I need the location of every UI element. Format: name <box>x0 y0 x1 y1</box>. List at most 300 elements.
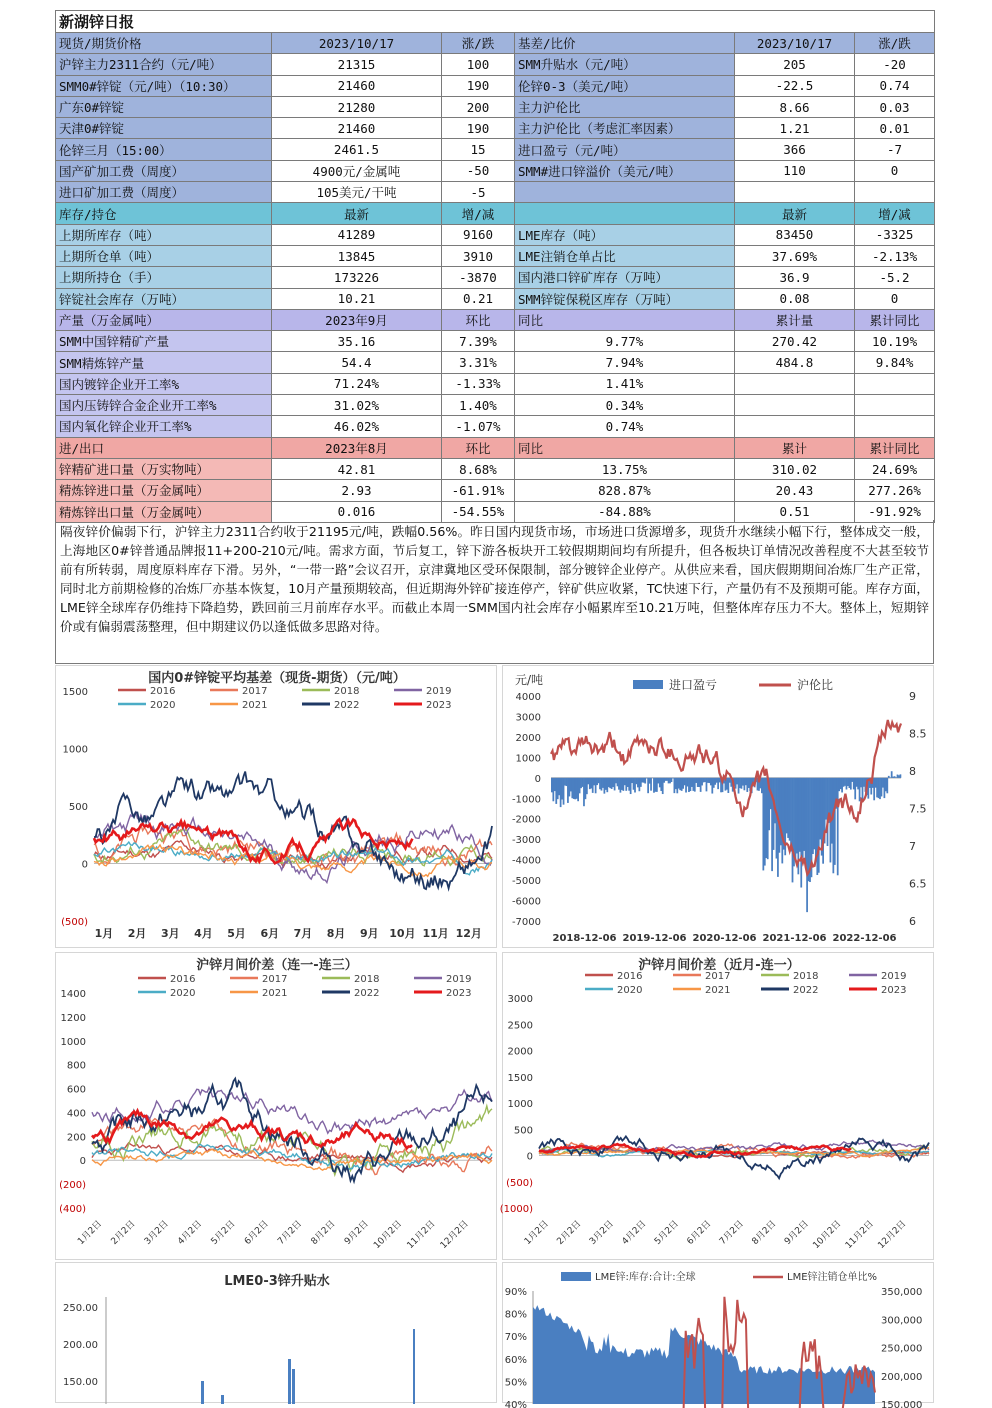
x-tick-label: 12月 <box>456 927 482 940</box>
row-label: 进口盈亏（元/吨） <box>515 139 735 160</box>
row-label: 7.94% <box>515 352 735 373</box>
row-value: 110 <box>735 160 855 181</box>
x-tick-label: 8月2日 <box>309 1218 338 1247</box>
x-tick-label: 7月 <box>294 927 313 940</box>
legend-label: 进口盈亏 <box>669 677 717 692</box>
row-label: 广东0#锌锭 <box>56 96 272 117</box>
row-value: 270.42 <box>735 331 855 352</box>
row-value: 21315 <box>272 54 442 75</box>
x-tick-label: 2022-12-06 <box>833 933 897 944</box>
y2-tick-label: 7.5 <box>909 803 927 816</box>
table-row <box>56 224 935 245</box>
row-value: 484.8 <box>735 352 855 373</box>
legend-label: 2017 <box>705 971 730 982</box>
legend-label: 2017 <box>242 686 267 697</box>
row-label: 国内镀锌企业开工率% <box>56 373 272 394</box>
x-tick-label: 5月2日 <box>652 1218 681 1247</box>
legend-label: 2018 <box>334 686 359 697</box>
table-row <box>56 458 935 479</box>
y-tick-label: 1500 <box>508 1073 533 1084</box>
spread-bar <box>292 1369 295 1404</box>
chart-title: LME0-3锌升贴水 <box>224 1273 330 1289</box>
row-value: -1.33% <box>442 373 515 394</box>
y-tick-label: -2000 <box>512 815 541 826</box>
row-label: SMM0#锌锭（元/吨）（10:30） <box>56 75 272 96</box>
y2-tick-label: 150,000 <box>881 1400 922 1408</box>
row-value: 0.01 <box>855 118 935 139</box>
row-value: 4900元/金属吨 <box>272 160 442 181</box>
row-value: 54.4 <box>272 352 442 373</box>
header-cell: 环比 <box>442 437 515 458</box>
row-label: SMM精炼锌产量 <box>56 352 272 373</box>
x-tick-label: 11月2日 <box>843 1218 876 1251</box>
x-tick-label: 7月2日 <box>276 1218 305 1247</box>
table-row <box>56 267 935 288</box>
row-value: 173226 <box>272 267 442 288</box>
row-label: SMM升贴水（元/吨） <box>515 54 735 75</box>
row-value: 71.24% <box>272 373 442 394</box>
spread-bar <box>413 1329 415 1404</box>
y-axis-label: 元/吨 <box>515 672 543 687</box>
y-tick-label: 3000 <box>508 994 533 1005</box>
header-cell: 涨/跌 <box>442 33 515 54</box>
table-row <box>56 160 935 181</box>
spread-near-1-chart <box>503 953 935 1261</box>
y2-tick-label: 6.5 <box>909 878 927 891</box>
import-profit-bar <box>644 778 646 784</box>
legend-label: 2019 <box>426 686 451 697</box>
table-row <box>56 331 935 352</box>
row-value <box>855 182 935 203</box>
row-value: -5.2 <box>855 267 935 288</box>
legend-label: 2016 <box>150 686 175 697</box>
header-cell: 基差/比价 <box>515 33 735 54</box>
legend-swatch <box>633 680 663 689</box>
row-value: 9.84% <box>855 352 935 373</box>
header-cell: 2023/10/17 <box>735 33 855 54</box>
y2-tick-label: 200,000 <box>881 1372 922 1383</box>
x-tick-label: 2月2日 <box>555 1218 584 1247</box>
y-tick-label: (200) <box>59 1180 86 1191</box>
row-label: 精炼锌出口量（万金属吨） <box>56 501 272 522</box>
x-tick-label: 12月2日 <box>876 1218 909 1251</box>
lme-spread-chart <box>56 1263 498 1404</box>
row-label: 锌锭社会库存（万吨） <box>56 288 272 309</box>
legend-label: 2022 <box>334 700 359 711</box>
row-value: 35.16 <box>272 331 442 352</box>
y-tick-label: 3000 <box>516 712 541 723</box>
y-tick-label: 800 <box>67 1061 86 1072</box>
x-tick-label: 1月 <box>95 927 114 940</box>
y-tick-label: -7000 <box>512 917 541 928</box>
header-cell: 进/出口 <box>56 437 272 458</box>
row-label: 主力沪伦比 <box>515 96 735 117</box>
x-tick-label: 5月 <box>227 927 246 940</box>
y-tick-label: -4000 <box>512 856 541 867</box>
chart-basis-panel <box>55 665 497 948</box>
row-value: 310.02 <box>735 458 855 479</box>
y-tick-label: 200.00 <box>63 1340 98 1351</box>
y-tick-label: 500 <box>69 802 88 813</box>
x-tick-label: 9月2日 <box>342 1218 371 1247</box>
y-tick-label: 1200 <box>61 1013 86 1024</box>
row-value: 0.51 <box>735 501 855 522</box>
legend-label: 2016 <box>170 974 195 985</box>
table-row <box>56 139 935 160</box>
row-value <box>735 182 855 203</box>
x-tick-label: 2019-12-06 <box>623 933 687 944</box>
row-label: SMM中国锌精矿产量 <box>56 331 272 352</box>
x-tick-label: 2018-12-06 <box>553 933 617 944</box>
header-cell: 最新 <box>735 203 855 224</box>
y2-tick-label: 350,000 <box>881 1287 922 1298</box>
row-value: 0.016 <box>272 501 442 522</box>
legend-label: LME锌注销仓单比% <box>787 1270 877 1283</box>
x-tick-label: 6月2日 <box>242 1218 271 1247</box>
row-value: 24.69% <box>855 458 935 479</box>
x-tick-label: 1月2日 <box>76 1218 105 1247</box>
row-label: 伦锌0-3（美元/吨） <box>515 75 735 96</box>
y-tick-label: 40% <box>505 1400 527 1408</box>
x-tick-label: 4月2日 <box>620 1218 649 1247</box>
legend-label: 2023 <box>426 700 451 711</box>
y-tick-label: (500) <box>61 917 88 928</box>
legend-label: 2021 <box>242 700 267 711</box>
row-value: 200 <box>442 96 515 117</box>
chart-lme-stock-panel <box>502 1262 934 1403</box>
table-row <box>56 245 935 266</box>
row-label: 沪锌主力2311合约（元/吨） <box>56 54 272 75</box>
row-value: 2.93 <box>272 480 442 501</box>
row-label: 国内港口锌矿库存（万吨） <box>515 267 735 288</box>
row-value <box>855 373 935 394</box>
row-value: 8.66 <box>735 96 855 117</box>
row-value: 21460 <box>272 118 442 139</box>
y-tick-label: -3000 <box>512 835 541 846</box>
row-label: -84.88% <box>515 501 735 522</box>
import-profit-chart <box>503 666 935 949</box>
header-cell: 2023年8月 <box>272 437 442 458</box>
y-tick-label: 250.00 <box>63 1303 98 1314</box>
y-tick-label: 0 <box>82 860 88 871</box>
row-value: 20.43 <box>735 480 855 501</box>
row-value: -22.5 <box>735 75 855 96</box>
row-label: 天津0#锌锭 <box>56 118 272 139</box>
row-value: 1.21 <box>735 118 855 139</box>
row-label: 国内氧化锌企业开工率% <box>56 416 272 437</box>
y-tick-label: 1000 <box>63 745 88 756</box>
row-value: 3.31% <box>442 352 515 373</box>
x-tick-label: 6月2日 <box>685 1218 714 1247</box>
legend-label: 2022 <box>354 988 379 999</box>
row-value: 15 <box>442 139 515 160</box>
x-tick-label: 2020-12-06 <box>693 933 757 944</box>
y-tick-label: 2500 <box>508 1020 533 1031</box>
row-value: 10.19% <box>855 331 935 352</box>
row-value: 0 <box>855 160 935 181</box>
x-tick-label: 7月2日 <box>717 1218 746 1247</box>
chart-lme-spread-panel <box>55 1262 497 1403</box>
x-tick-label: 6月 <box>260 927 279 940</box>
row-value: 100 <box>442 54 515 75</box>
table-header-row <box>56 437 935 458</box>
y-tick-label: (500) <box>506 1178 533 1189</box>
table-row <box>56 352 935 373</box>
y2-tick-label: 250,000 <box>881 1344 922 1355</box>
x-tick-label: 2021-12-06 <box>763 933 827 944</box>
legend-label: 2020 <box>617 985 642 996</box>
legend-label: LME锌:库存:合计:全球 <box>595 1270 696 1283</box>
legend-label: 2019 <box>446 974 471 985</box>
x-tick-label: 2月2日 <box>109 1218 138 1247</box>
legend-label: 2019 <box>881 971 906 982</box>
y-tick-label: 1000 <box>508 1099 533 1110</box>
row-label: 上期所持仓（手） <box>56 267 272 288</box>
y-tick-label: (400) <box>59 1204 86 1215</box>
y2-tick-label: 8 <box>909 765 916 778</box>
table-row <box>56 118 935 139</box>
x-tick-label: 5月2日 <box>209 1218 238 1247</box>
row-value: -1.07% <box>442 416 515 437</box>
row-label: 9.77% <box>515 331 735 352</box>
row-label: SMM锌锭保税区库存（万吨） <box>515 288 735 309</box>
row-value: 8.68% <box>442 458 515 479</box>
row-value: 0.08 <box>735 288 855 309</box>
header-cell: 最新 <box>272 203 442 224</box>
header-cell: 同比 <box>515 309 735 330</box>
row-value: 205 <box>735 54 855 75</box>
y-tick-label: 600 <box>67 1085 86 1096</box>
chart-spread01-panel <box>502 952 934 1260</box>
row-value: 2461.5 <box>272 139 442 160</box>
row-value: 366 <box>735 139 855 160</box>
y-tick-label: 500 <box>514 1125 533 1136</box>
row-value <box>735 416 855 437</box>
row-value: 42.81 <box>272 458 442 479</box>
header-cell: 环比 <box>442 309 515 330</box>
row-value: -91.92% <box>855 501 935 522</box>
row-value <box>735 395 855 416</box>
header-cell: 库存/持仓 <box>56 203 272 224</box>
table-row <box>56 395 935 416</box>
header-cell: 累计 <box>735 437 855 458</box>
spread-bar <box>288 1359 291 1404</box>
row-value: -61.91% <box>442 480 515 501</box>
x-tick-label: 3月 <box>161 927 180 940</box>
x-tick-label: 12月2日 <box>438 1218 471 1251</box>
x-tick-label: 4月 <box>194 927 213 940</box>
row-value: 83450 <box>735 224 855 245</box>
row-value: 9160 <box>442 224 515 245</box>
y-tick-label: 1000 <box>516 753 541 764</box>
chart-title: 沪锌月间价差（近月-连一） <box>638 957 799 973</box>
x-tick-label: 8月2日 <box>750 1218 779 1247</box>
basis-chart <box>56 666 498 949</box>
x-tick-label: 10月 <box>389 927 415 940</box>
legend-label: 2023 <box>881 985 906 996</box>
table-row <box>56 96 935 117</box>
table-row <box>56 416 935 437</box>
y-tick-label: 1400 <box>61 989 86 1000</box>
row-value: -7 <box>855 139 935 160</box>
ratio-line <box>551 720 901 875</box>
row-value: 277.26% <box>855 480 935 501</box>
row-label: 上期所仓单（吨） <box>56 245 272 266</box>
legend-label: 2022 <box>793 985 818 996</box>
row-value <box>855 395 935 416</box>
legend-label: 2016 <box>617 971 642 982</box>
x-tick-label: 3月2日 <box>142 1218 171 1247</box>
y-tick-label: 200 <box>67 1132 86 1143</box>
row-value: -2.13% <box>855 245 935 266</box>
table-row <box>56 75 935 96</box>
import-profit-bar <box>886 778 888 793</box>
row-value: 190 <box>442 75 515 96</box>
y-tick-label: -6000 <box>512 897 541 908</box>
spread-1-3-chart <box>56 953 498 1261</box>
y-tick-label: 50% <box>505 1377 527 1388</box>
row-value: -54.55% <box>442 501 515 522</box>
header-cell: 涨/跌 <box>855 33 935 54</box>
y-tick-label: 90% <box>505 1287 527 1298</box>
table-row <box>56 373 935 394</box>
y-tick-label: 70% <box>505 1332 527 1343</box>
row-label: 国内压铸锌合金企业开工率% <box>56 395 272 416</box>
header-cell: 同比 <box>515 437 735 458</box>
legend-label: 2021 <box>705 985 730 996</box>
y2-tick-label: 6 <box>909 915 916 928</box>
report-title: 新湖锌日报 <box>56 11 935 33</box>
table-header-row <box>56 33 935 54</box>
import-profit-bar <box>837 778 839 875</box>
header-cell: 2023年9月 <box>272 309 442 330</box>
x-tick-label: 11月2日 <box>405 1218 438 1251</box>
table-row <box>56 54 935 75</box>
row-label: 精炼锌进口量（万金属吨） <box>56 480 272 501</box>
row-value: -50 <box>442 160 515 181</box>
row-label: 上期所库存（吨） <box>56 224 272 245</box>
legend-label: 2017 <box>262 974 287 985</box>
legend-label: 2020 <box>170 988 195 999</box>
table-header-row <box>56 203 935 224</box>
row-value: 37.69% <box>735 245 855 266</box>
row-value: 1.40% <box>442 395 515 416</box>
y2-tick-label: 8.5 <box>909 728 927 741</box>
row-label: LME注销仓单占比 <box>515 245 735 266</box>
import-profit-bar <box>900 774 902 777</box>
y-tick-label: 400 <box>67 1108 86 1119</box>
row-label: 伦锌三月（15:00） <box>56 139 272 160</box>
y-tick-label: 60% <box>505 1355 527 1366</box>
x-tick-label: 10月2日 <box>811 1218 844 1251</box>
x-tick-label: 9月2日 <box>782 1218 811 1247</box>
chart-import-panel <box>502 665 934 948</box>
y2-tick-label: 9 <box>909 690 916 703</box>
legend-label: 2021 <box>262 988 287 999</box>
y-tick-label: (1000) <box>500 1204 533 1215</box>
spread-bar <box>201 1381 204 1404</box>
y-tick-label: 2000 <box>516 733 541 744</box>
row-value: -3870 <box>442 267 515 288</box>
legend-swatch <box>561 1272 591 1281</box>
import-profit-bar <box>650 778 652 791</box>
x-tick-label: 10月2日 <box>371 1218 404 1251</box>
row-label: 0.34% <box>515 395 735 416</box>
row-value: 190 <box>442 118 515 139</box>
row-label: 0.74% <box>515 416 735 437</box>
x-tick-label: 3月2日 <box>587 1218 616 1247</box>
header-cell: 累计同比 <box>855 437 935 458</box>
row-label: 锌精矿进口量（万实物吨） <box>56 458 272 479</box>
x-tick-label: 4月2日 <box>176 1218 205 1247</box>
x-tick-label: 2月 <box>128 927 147 940</box>
header-cell: 增/减 <box>855 203 935 224</box>
header-cell: 累计量 <box>735 309 855 330</box>
y-tick-label: 1500 <box>63 687 88 698</box>
row-value: -3325 <box>855 224 935 245</box>
legend-label: 沪伦比 <box>797 677 833 692</box>
lme-stock-chart <box>503 1263 935 1404</box>
y-tick-label: -5000 <box>512 876 541 887</box>
row-value: -5 <box>442 182 515 203</box>
row-label: 13.75% <box>515 458 735 479</box>
chart-spread13-panel <box>55 952 497 1260</box>
row-value: 3910 <box>442 245 515 266</box>
row-value: 0.21 <box>442 288 515 309</box>
market-commentary: 隔夜锌价偏弱下行，沪锌主力2311合约收于21195元/吨，跌幅0.56%。昨日国内现货市场，市场进口货源增多，现货升水继续小幅下行，整体成交一般，上海地区0#锌普通品牌报11+200-210元/吨。需求方面，节后复工，锌下游各板块开工较假期期间均有所提升，但各板块订单情况改善程度不大甚至较节前有所转弱，周度原料库存下滑。另外，“一带一路”会议召开，京津冀地区受环保限制，部分镀锌企业停产。从供应来看，国庆假期期间冶炼厂生产正常，同时北方前期检修的冶炼厂亦基本恢复，10月产量预期较高，但近期海外锌矿接连停产，锌矿供应收紧，TC快速下行，产量仍有不及预期可能。库存方面，LME锌全球库存仍维持下降趋势，跌回前三月前库存水平。而截止本周一SMM国内社会库存小幅累库至10.21万吨，但整体库存压力不大。整体上，短期锌价或有偏弱震荡整理，但中期建议仍以逢低做多思路对待。 <box>55 520 934 664</box>
row-value: -20 <box>855 54 935 75</box>
y-tick-label: 80% <box>505 1310 527 1321</box>
x-tick-label: 8月 <box>327 927 346 940</box>
x-tick-label: 9月 <box>360 927 379 940</box>
table-row <box>56 480 935 501</box>
row-value: 10.21 <box>272 288 442 309</box>
x-tick-label: 1月2日 <box>522 1218 551 1247</box>
row-value <box>855 416 935 437</box>
row-label: 828.87% <box>515 480 735 501</box>
row-label: SMM#进口锌溢价（美元/吨） <box>515 160 735 181</box>
y-tick-label: 0 <box>527 1152 533 1163</box>
y-tick-label: -1000 <box>512 794 541 805</box>
row-value: 46.02% <box>272 416 442 437</box>
legend-label: 2023 <box>446 988 471 999</box>
chart-title: 国内0#锌锭平均基差（现货-期货）（元/吨） <box>148 670 406 686</box>
header-cell: 增/减 <box>442 203 515 224</box>
legend-label: 2020 <box>150 700 175 711</box>
row-value: 0 <box>855 288 935 309</box>
y-tick-label: 0 <box>535 774 541 785</box>
header-cell <box>515 203 735 224</box>
zinc-daily-table <box>55 10 935 523</box>
x-tick-label: 11月 <box>422 927 448 940</box>
y-tick-label: 1000 <box>61 1037 86 1048</box>
chart-title: 沪锌月间价差（连一-连三） <box>196 957 357 973</box>
y2-tick-label: 300,000 <box>881 1315 922 1326</box>
row-label: LME库存（吨） <box>515 224 735 245</box>
row-label <box>515 182 735 203</box>
row-label: 1.41% <box>515 373 735 394</box>
table-row <box>56 288 935 309</box>
row-value: 0.74 <box>855 75 935 96</box>
table-row <box>56 182 935 203</box>
row-value: 36.9 <box>735 267 855 288</box>
row-value: 105美元/干吨 <box>272 182 442 203</box>
row-value: 41289 <box>272 224 442 245</box>
y2-tick-label: 7 <box>909 840 916 853</box>
row-value: 7.39% <box>442 331 515 352</box>
y-tick-label: 2000 <box>508 1047 533 1058</box>
row-value: 0.03 <box>855 96 935 117</box>
